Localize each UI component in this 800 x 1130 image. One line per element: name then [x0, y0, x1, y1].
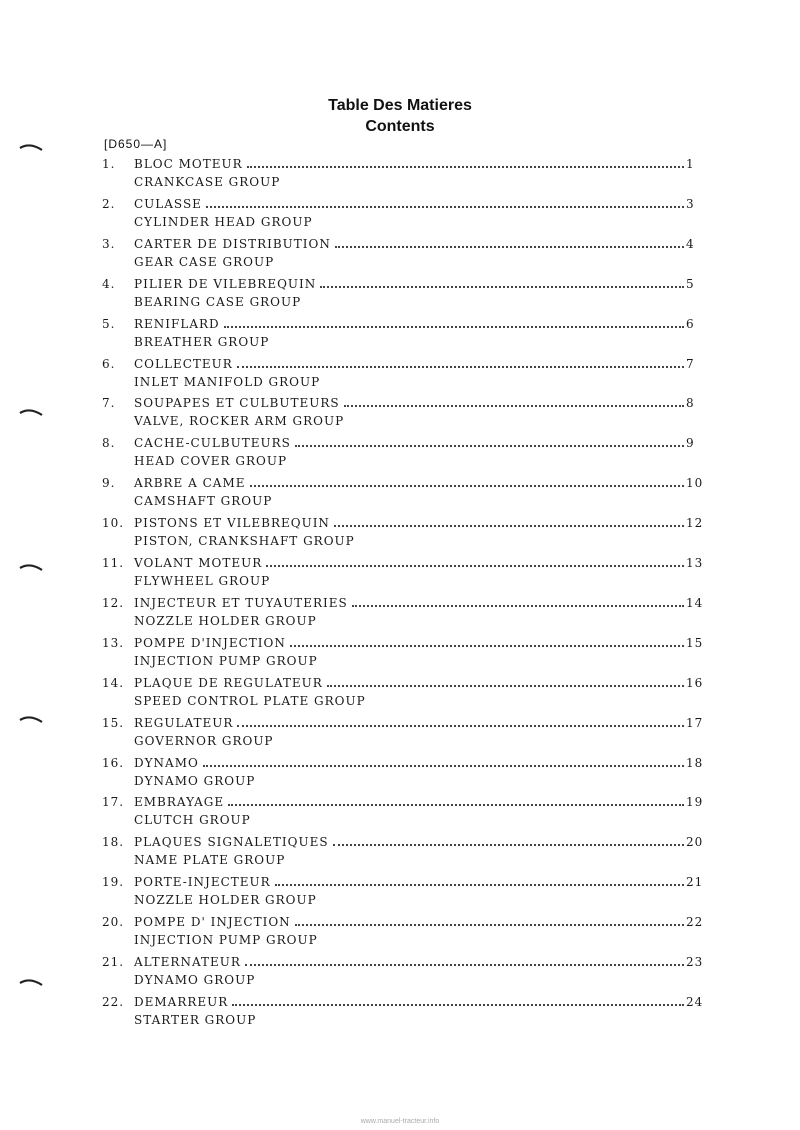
toc-entry-line [134, 676, 708, 690]
toc-entry-english-title: GOVERNOR GROUP [134, 733, 274, 748]
toc-entry-number: 17. [102, 795, 125, 810]
toc-entry[interactable] [0, 556, 800, 596]
toc-entry-english-title: NOZZLE HOLDER GROUP [134, 613, 317, 628]
dot-leader [295, 445, 684, 447]
toc-entry[interactable] [0, 716, 800, 756]
dot-leader [224, 326, 684, 328]
dot-leader [237, 725, 684, 727]
toc-entry-french-title: PISTONS ET VILEBREQUIN [134, 516, 330, 531]
toc-entry-page-number: 14 [686, 595, 704, 610]
toc-entry-french-title: POMPE D'INJECTION [134, 635, 286, 650]
dot-leader [228, 804, 684, 806]
toc-entry-english-title: NAME PLATE GROUP [134, 853, 286, 868]
toc-entry-english-title: VALVE, ROCKER ARM GROUP [134, 414, 345, 429]
toc-entry-page-number: 3 [686, 196, 695, 211]
toc-entry-line [134, 835, 708, 849]
toc-entry-french-title: PLAQUES SIGNALETIQUES [134, 835, 329, 850]
toc-entry[interactable] [0, 875, 800, 915]
toc-entry[interactable] [0, 476, 800, 516]
toc-entry[interactable] [0, 396, 800, 436]
toc-entry-page-number: 21 [686, 875, 704, 890]
toc-entry-french-title: EMBRAYAGE [134, 795, 225, 810]
dot-leader [327, 685, 684, 687]
dot-leader [334, 525, 684, 527]
toc-entry-page-number: 5 [686, 276, 695, 291]
toc-entry[interactable] [0, 237, 800, 277]
toc-entry-number: 16. [102, 755, 125, 770]
toc-entry[interactable] [0, 436, 800, 476]
toc-entry-english-title: FLYWHEEL GROUP [134, 574, 271, 588]
toc-entry-english-title: GEAR CASE GROUP [134, 254, 275, 269]
toc-entry-line [134, 357, 708, 371]
toc-entry-number: 8. [102, 436, 116, 451]
toc-entry-french-title: DEMARREUR [134, 994, 229, 1009]
toc-entry-english-title: PISTON, CRANKSHAFT GROUP [134, 534, 355, 549]
toc-entry-line [134, 396, 708, 410]
toc-entry-english-title: INJECTION PUMP GROUP [134, 933, 318, 948]
toc-entry-line [134, 915, 708, 929]
toc-entry-page-number: 19 [686, 795, 704, 810]
toc-entry-english-title: BREATHER GROUP [134, 334, 270, 349]
toc-entry[interactable] [0, 197, 800, 237]
toc-entry-french-title: CARTER DE DISTRIBUTION [134, 236, 331, 251]
toc-entry-number: 14. [102, 675, 125, 690]
dot-leader [266, 565, 684, 567]
toc-entry-french-title: PORTE-INJECTEUR [134, 875, 271, 890]
toc-entry[interactable] [0, 955, 800, 995]
toc-entry-page-number: 10 [686, 476, 704, 491]
toc-entry[interactable] [0, 676, 800, 716]
toc-entry-english-title: CAMSHAFT GROUP [134, 494, 273, 509]
toc-entry-english-title: CLUTCH GROUP [134, 813, 251, 828]
toc-entry-page-number: 23 [686, 955, 704, 969]
toc-entry-page-number: 6 [686, 316, 695, 331]
toc-entry[interactable] [0, 596, 800, 636]
toc-entry[interactable] [0, 835, 800, 875]
toc-entry-french-title: REGULATEUR [134, 715, 234, 730]
dot-leader [203, 765, 684, 767]
toc-entry-english-title: DYNAMO GROUP [134, 773, 256, 788]
toc-entry-english-title: CYLINDER HEAD GROUP [134, 214, 313, 229]
toc-entry-french-title: BLOC MOTEUR [134, 157, 243, 171]
toc-entry-page-number: 8 [686, 396, 695, 411]
toc-entry-number: 2. [102, 196, 116, 211]
toc-entry-number: 10. [102, 516, 125, 531]
page-title: Table Des Matieres [328, 97, 472, 114]
toc-entry-line [134, 756, 708, 770]
toc-entry-line [134, 436, 708, 450]
page-subtitle: Contents [365, 118, 435, 135]
footer-watermark: www.manuel-tracteur.info [360, 1118, 440, 1125]
toc-entry-french-title: CACHE-CULBUTEURS [134, 436, 291, 451]
toc-entry-number: 1. [102, 157, 116, 171]
dot-leader [250, 485, 684, 487]
toc-entry-english-title: DYNAMO GROUP [134, 973, 256, 987]
toc-entry-line [134, 716, 708, 730]
toc-entry-english-title: BEARING CASE GROUP [134, 294, 302, 309]
toc-entry-page-number: 13 [686, 556, 704, 570]
toc-entry-french-title: CULASSE [134, 196, 202, 211]
toc-entry-number: 9. [102, 476, 116, 491]
toc-entry[interactable] [0, 277, 800, 317]
toc-entry[interactable] [0, 795, 800, 835]
toc-entry-french-title: COLLECTEUR [134, 356, 233, 371]
model-code: [D650—A] [104, 137, 168, 151]
toc-entry-french-title: ALTERNATEUR [134, 955, 241, 969]
toc-entry-french-title: VOLANT MOTEUR [134, 556, 263, 570]
toc-entry-french-title: PLAQUE DE REGULATEUR [134, 675, 323, 690]
toc-entry-french-title: DYNAMO [134, 755, 199, 770]
toc-entry-number: 4. [102, 276, 116, 291]
toc-entry-line [134, 277, 708, 291]
toc-entry-line [134, 596, 708, 610]
toc-entry-line [134, 237, 708, 251]
toc-entry-number: 11. [102, 556, 125, 570]
toc-entry-number: 13. [102, 635, 125, 650]
dot-leader [206, 206, 684, 208]
toc-entry-page-number: 7 [686, 356, 695, 371]
toc-entry[interactable] [0, 317, 800, 357]
toc-entry-french-title: ARBRE A CAME [134, 476, 246, 491]
toc-entry-english-title: INLET MANIFOLD GROUP [134, 374, 321, 389]
toc-entry-page-number: 22 [686, 915, 704, 930]
toc-entry[interactable] [0, 357, 800, 397]
toc-entry-line [134, 157, 708, 171]
dot-leader [232, 1004, 684, 1006]
toc-entry-number: 18. [102, 835, 125, 850]
dot-leader [245, 964, 684, 966]
toc-entry[interactable] [0, 756, 800, 796]
dot-leader [275, 884, 684, 886]
toc-entry-english-title: HEAD COVER GROUP [134, 454, 288, 469]
dot-leader [320, 286, 684, 288]
toc-entry[interactable] [0, 516, 800, 556]
dot-leader [237, 366, 684, 368]
toc-entry-page-number: 24 [686, 994, 704, 1009]
toc-entry-line [134, 556, 708, 570]
toc-entry-number: 15. [102, 715, 125, 730]
toc-entry-english-title: CRANKCASE GROUP [134, 175, 281, 189]
toc-entry-number: 19. [102, 875, 125, 890]
toc-entry-line [134, 317, 708, 331]
toc-entry-line [134, 875, 708, 889]
dot-leader [333, 844, 684, 846]
toc-entry-page-number: 9 [686, 436, 695, 451]
toc-entry-english-title: INJECTION PUMP GROUP [134, 653, 318, 668]
toc-entry-french-title: POMPE D' INJECTION [134, 915, 291, 930]
dot-leader [335, 246, 684, 248]
toc-entry-number: 3. [102, 236, 116, 251]
toc-entry-number: 12. [102, 595, 125, 610]
toc-entry-english-title: STARTER GROUP [134, 1012, 257, 1027]
toc-entry-page-number: 12 [686, 516, 704, 531]
toc-entry-english-title: SPEED CONTROL PLATE GROUP [134, 693, 366, 708]
toc-entry[interactable] [0, 915, 800, 955]
toc-entry-number: 6. [102, 356, 116, 371]
toc-entry[interactable] [0, 636, 800, 676]
toc-entry-line [134, 636, 708, 650]
toc-entry-french-title: PILIER DE VILEBREQUIN [134, 276, 317, 291]
toc-entry-page-number: 4 [686, 236, 695, 251]
toc-entry[interactable] [0, 157, 800, 197]
toc-entry-line [134, 516, 708, 530]
toc-entry-number: 20. [102, 915, 125, 930]
dot-leader [295, 924, 684, 926]
toc-entry-page-number: 18 [686, 755, 704, 770]
toc-entry-line [134, 995, 708, 1009]
toc-entry-line [134, 955, 708, 969]
toc-entry[interactable] [0, 995, 800, 1035]
toc-entry-line [134, 795, 708, 809]
toc-entry-page-number: 1 [686, 157, 695, 171]
dot-leader [247, 166, 684, 168]
toc-entry-number: 5. [102, 316, 116, 331]
toc-entry-number: 7. [102, 396, 116, 411]
toc-entry-french-title: SOUPAPES ET CULBUTEURS [134, 396, 340, 411]
dot-leader [352, 605, 684, 607]
toc-entry-number: 22. [102, 994, 125, 1009]
dot-leader [344, 405, 684, 407]
toc-entry-page-number: 17 [686, 715, 704, 730]
dot-leader [290, 645, 684, 647]
toc-entry-page-number: 16 [686, 675, 704, 690]
toc-entry-english-title: NOZZLE HOLDER GROUP [134, 893, 317, 908]
toc-entry-number: 21. [102, 955, 125, 969]
toc-entry-french-title: INJECTEUR ET TUYAUTERIES [134, 595, 348, 610]
toc-entry-line [134, 197, 708, 211]
toc-entry-line [134, 476, 708, 490]
toc-entry-page-number: 15 [686, 635, 704, 650]
toc-entry-page-number: 20 [686, 835, 704, 850]
toc-entry-french-title: RENIFLARD [134, 316, 220, 331]
